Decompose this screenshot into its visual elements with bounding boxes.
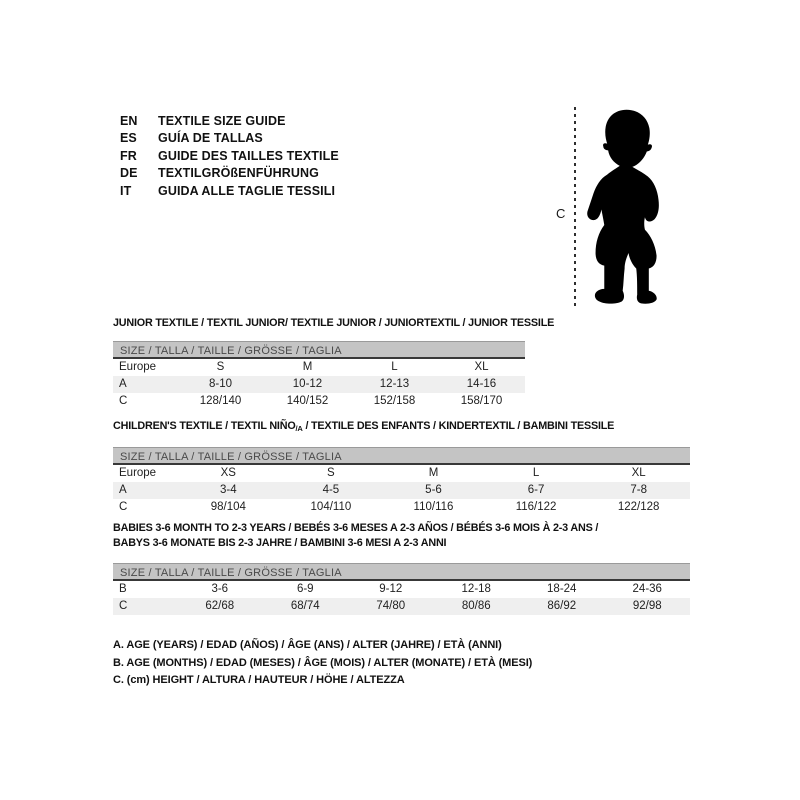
language-code: IT — [120, 183, 132, 198]
table-row — [113, 359, 525, 376]
table-row — [113, 393, 525, 410]
language-row — [120, 112, 339, 130]
table-cell: 6-9 — [296, 583, 314, 595]
table-cell: 3-4 — [219, 484, 237, 496]
table-cell: 128/140 — [199, 395, 242, 407]
table-cell: 6-7 — [527, 484, 545, 496]
table-title-subscript: /A — [295, 424, 303, 433]
language-label: GUIDA ALLE TAGLIE TESSILI — [158, 183, 336, 198]
table-title-text: BABIES 3-6 MONTH TO 2-3 YEARS / BEBÉS 3-6 MESES A 2-3 AÑOS / BÉBÉS 3-6 MOIS À 2-3 ANS / — [113, 522, 599, 534]
table-cell: 4-5 — [322, 484, 340, 496]
table-body — [113, 465, 690, 516]
footnote-line: C. (cm) HEIGHT / ALTURA / HAUTEUR / HÖHE / ALTEZZA — [113, 674, 405, 686]
table-row — [113, 482, 690, 499]
table-cell: 62/68 — [205, 600, 235, 612]
table-title-line2: BABYS 3-6 MONATE BIS 2-3 JAHRE / BAMBINI 3-6 MESI A 2-3 ANNI — [113, 537, 447, 549]
childrens-textile-table — [113, 419, 690, 516]
toddler-silhouette-image — [582, 107, 674, 309]
table-cell: S — [216, 361, 225, 373]
table-cell: M — [302, 361, 313, 373]
table-cell: XL — [631, 467, 646, 479]
footnote-line: A. AGE (YEARS) / EDAD (AÑOS) / ÂGE (ANS) / ALTER (JAHRE) / ETÀ (ANNI) — [113, 639, 502, 651]
table-cell: 24-36 — [632, 583, 662, 595]
table-cell: 7-8 — [630, 484, 647, 496]
junior-textile-table — [113, 316, 555, 410]
row-label: C — [119, 501, 128, 513]
language-label: TEXTILE SIZE GUIDE — [158, 113, 286, 128]
height-measure-dashed-line — [574, 107, 576, 309]
table-title — [113, 521, 690, 551]
language-code: DE — [120, 166, 138, 181]
footnote-line: B. AGE (MONTHS) / EDAD (MESES) / ÂGE (MOIS) / ALTER (MONATE) / ETÀ (MESI) — [113, 656, 533, 669]
size-header-bar: SIZE / TALLA / TAILLE / GRÖSSE / TAGLIA — [113, 341, 525, 359]
row-label: A — [119, 378, 127, 390]
table-title-text: JUNIOR TEXTILE / TEXTIL JUNIOR/ TEXTILE JUNIOR / JUNIORTEXTIL / JUNIOR TESSILE — [113, 317, 555, 329]
row-label: C — [119, 600, 128, 612]
table-cell: M — [428, 467, 439, 479]
language-code: FR — [120, 148, 137, 163]
language-label: TEXTILGRÖßENFÜHRUNG — [158, 166, 319, 181]
table-title-text: CHILDREN'S TEXTILE / TEXTIL NIÑO — [113, 420, 296, 432]
table-row — [113, 581, 690, 598]
table-cell: 86/92 — [547, 600, 577, 612]
row-label: A — [119, 484, 127, 496]
table-cell: 12-18 — [461, 583, 491, 595]
table-cell: 98/104 — [210, 501, 246, 513]
table-cell: 14-16 — [466, 378, 497, 390]
language-code: ES — [120, 131, 137, 146]
table-cell: 5-6 — [425, 484, 442, 496]
table-title — [113, 316, 555, 330]
table-cell: 110/116 — [413, 501, 454, 513]
language-row — [120, 147, 339, 165]
babies-textile-table — [113, 521, 690, 615]
table-cell: 68/74 — [290, 600, 320, 612]
row-label: Europe — [119, 467, 157, 479]
table-cell: 152/158 — [373, 395, 416, 407]
height-measure-label: C — [556, 206, 566, 221]
table-row — [113, 465, 690, 482]
size-header-bar: SIZE / TALLA / TAILLE / GRÖSSE / TAGLIA — [113, 447, 690, 465]
table-row — [113, 499, 690, 516]
table-cell: 3-6 — [211, 583, 229, 595]
row-label: Europe — [119, 361, 157, 373]
table-cell: L — [391, 361, 398, 373]
table-title — [113, 419, 690, 436]
language-label: GUIDE DES TAILLES TEXTILE — [158, 148, 339, 163]
table-title-text: / TEXTILE DES ENFANTS / KINDERTEXTIL / BAMBINI TESSILE — [302, 420, 615, 432]
language-row — [120, 182, 339, 200]
language-label: GUÍA DE TALLAS — [158, 131, 263, 146]
language-code: EN — [120, 113, 138, 128]
table-cell: 104/110 — [310, 501, 352, 513]
footnotes — [113, 637, 532, 690]
table-row — [113, 598, 690, 615]
table-cell: XL — [474, 361, 489, 373]
table-cell: 74/80 — [376, 600, 406, 612]
table-cell: XS — [220, 467, 236, 479]
table-cell: 18-24 — [547, 583, 577, 595]
table-cell: L — [532, 467, 540, 479]
table-body — [113, 359, 525, 410]
table-cell: 116/122 — [515, 501, 557, 513]
table-cell: 158/170 — [460, 395, 503, 407]
row-label: C — [119, 395, 128, 407]
language-row — [120, 130, 339, 148]
table-body — [113, 581, 690, 615]
table-cell: 140/152 — [286, 395, 329, 407]
language-list — [120, 112, 339, 200]
table-cell: S — [327, 467, 335, 479]
table-cell: 9-12 — [379, 583, 403, 595]
size-header-bar: SIZE / TALLA / TAILLE / GRÖSSE / TAGLIA — [113, 563, 690, 581]
table-cell: 122/128 — [617, 501, 660, 513]
row-label: B — [119, 583, 127, 595]
language-row — [120, 165, 339, 183]
table-row — [113, 376, 525, 393]
table-cell: 10-12 — [292, 378, 323, 390]
table-cell: 8-10 — [208, 378, 233, 390]
table-cell: 80/86 — [461, 600, 491, 612]
table-cell: 92/98 — [632, 600, 662, 612]
table-cell: 12-13 — [379, 378, 410, 390]
